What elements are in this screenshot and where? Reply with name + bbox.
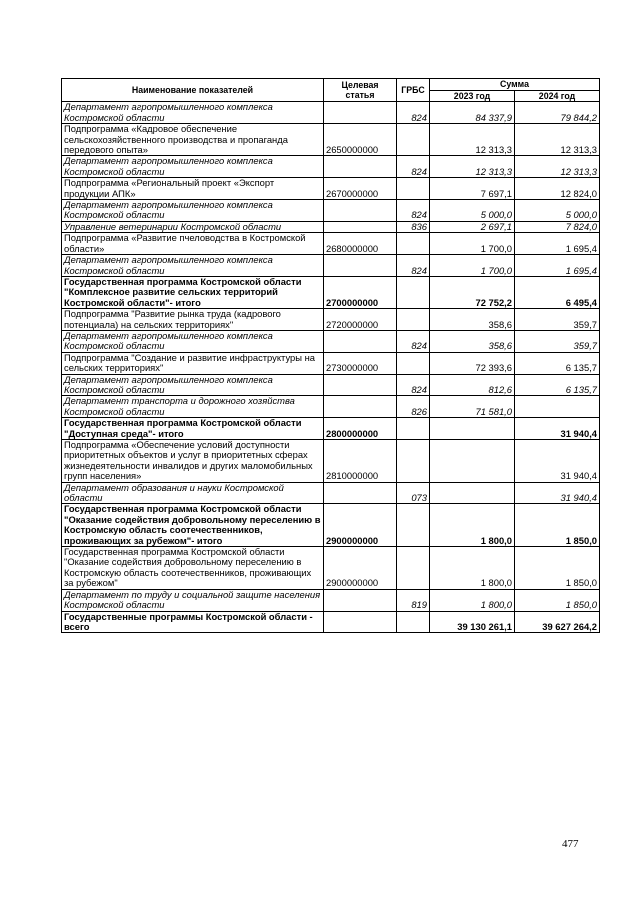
row-name: Департамент образования и науки Костромской области <box>62 482 324 504</box>
row-grbs: 819 <box>397 589 430 611</box>
row-sum-2023: 1 700,0 <box>430 255 515 277</box>
row-code <box>324 221 397 232</box>
row-grbs: 073 <box>397 482 430 504</box>
row-sum-2024: 1 850,0 <box>515 589 600 611</box>
row-sum-2024: 6 495,4 <box>515 276 600 308</box>
row-name: Подпрограмма «Кадровое обеспечение сельскохозяйственного производства и пропаганда передового опыта» <box>62 124 324 156</box>
row-sum-2023: 12 313,3 <box>430 156 515 178</box>
budget-table <box>61 78 600 633</box>
row-name: Департамент агропромышленного комплекса Костромской области <box>62 102 324 124</box>
row-name: Управление ветеринарии Костромской области <box>62 221 324 232</box>
row-name: Департамент агропромышленного комплекса Костромской области <box>62 200 324 222</box>
table-row <box>62 611 600 633</box>
table-row <box>62 221 600 232</box>
page-number: 477 <box>562 838 579 850</box>
row-sum-2023: 72 752,2 <box>430 276 515 308</box>
row-sum-2024: 39 627 264,2 <box>515 611 600 633</box>
row-sum-2024 <box>515 396 600 418</box>
row-grbs <box>397 309 430 331</box>
header-2023: 2023 год <box>430 91 515 102</box>
row-code <box>324 374 397 396</box>
header-grbs: ГРБС <box>397 79 430 102</box>
row-name: Государственная программа Костромской области "Комплексное развитие сельских территорий Костромской области"- итого <box>62 276 324 308</box>
table-body <box>62 102 600 633</box>
row-name: Подпрограмма «Обеспечение условий доступности приоритетных объектов и услуг в приоритетных сферах жизнедеятельности инвалидов и других маломобильных групп населения» <box>62 440 324 483</box>
row-sum-2024: 31 940,4 <box>515 482 600 504</box>
table-row <box>62 309 600 331</box>
row-name: Подпрограмма «Развитие пчеловодства в Костромской области» <box>62 233 324 255</box>
row-code <box>324 255 397 277</box>
row-name: Государственные программы Костромской области - всего <box>62 611 324 633</box>
row-code <box>324 611 397 633</box>
row-grbs <box>397 276 430 308</box>
row-grbs <box>397 547 430 590</box>
row-code: 2670000000 <box>324 178 397 200</box>
row-sum-2024: 31 940,4 <box>515 418 600 440</box>
table-row <box>62 352 600 374</box>
row-sum-2023: 2 697,1 <box>430 221 515 232</box>
row-code: 2700000000 <box>324 276 397 308</box>
row-sum-2024: 7 824,0 <box>515 221 600 232</box>
row-sum-2023: 358,6 <box>430 330 515 352</box>
row-grbs: 824 <box>397 200 430 222</box>
table-row <box>62 396 600 418</box>
row-sum-2024: 31 940,4 <box>515 440 600 483</box>
row-grbs <box>397 124 430 156</box>
row-sum-2024: 1 695,4 <box>515 255 600 277</box>
table-row <box>62 156 600 178</box>
row-grbs <box>397 233 430 255</box>
row-grbs: 824 <box>397 102 430 124</box>
table-row <box>62 124 600 156</box>
row-sum-2023 <box>430 482 515 504</box>
row-code <box>324 330 397 352</box>
header-code: Целевая статья <box>324 79 397 102</box>
row-code <box>324 102 397 124</box>
row-name: Государственная программа Костромской области "Доступная среда"- итого <box>62 418 324 440</box>
row-code: 2800000000 <box>324 418 397 440</box>
row-code <box>324 200 397 222</box>
row-name: Подпрограмма "Развитие рынка труда (кадрового потенциала) на сельских территориях" <box>62 309 324 331</box>
row-sum-2024: 6 135,7 <box>515 374 600 396</box>
row-sum-2024: 5 000,0 <box>515 200 600 222</box>
table-row <box>62 178 600 200</box>
row-code: 2900000000 <box>324 547 397 590</box>
row-code: 2680000000 <box>324 233 397 255</box>
row-name: Департамент агропромышленного комплекса Костромской области <box>62 374 324 396</box>
row-name: Государственная программа Костромской области "Оказание содействия добровольному переселению в Костромскую область соотечественников, проживающих за рубежом" <box>62 547 324 590</box>
row-sum-2024: 12 824,0 <box>515 178 600 200</box>
row-code <box>324 482 397 504</box>
row-sum-2023: 1 800,0 <box>430 504 515 547</box>
row-sum-2024: 6 135,7 <box>515 352 600 374</box>
row-sum-2024: 79 844,2 <box>515 102 600 124</box>
table-row <box>62 504 600 547</box>
row-sum-2023: 358,6 <box>430 309 515 331</box>
header-2024: 2024 год <box>515 91 600 102</box>
row-code: 2900000000 <box>324 504 397 547</box>
row-sum-2023: 72 393,6 <box>430 352 515 374</box>
row-sum-2023 <box>430 418 515 440</box>
row-grbs: 824 <box>397 330 430 352</box>
row-code <box>324 589 397 611</box>
table-row <box>62 374 600 396</box>
row-grbs <box>397 352 430 374</box>
row-name: Подпрограмма "Создание и развитие инфраструктуры на сельских территориях" <box>62 352 324 374</box>
row-name: Департамент агропромышленного комплекса Костромской области <box>62 156 324 178</box>
row-name: Департамент агропромышленного комплекса Костромской области <box>62 330 324 352</box>
row-code <box>324 396 397 418</box>
row-sum-2023: 5 000,0 <box>430 200 515 222</box>
row-grbs <box>397 504 430 547</box>
row-sum-2023: 1 800,0 <box>430 547 515 590</box>
row-sum-2024: 359,7 <box>515 309 600 331</box>
row-grbs: 824 <box>397 156 430 178</box>
row-grbs <box>397 418 430 440</box>
row-code: 2810000000 <box>324 440 397 483</box>
row-grbs <box>397 440 430 483</box>
row-grbs: 824 <box>397 374 430 396</box>
row-grbs <box>397 611 430 633</box>
row-code <box>324 156 397 178</box>
row-code: 2650000000 <box>324 124 397 156</box>
table-row <box>62 547 600 590</box>
row-sum-2024: 12 313,3 <box>515 156 600 178</box>
header-sum: Сумма <box>430 79 600 91</box>
row-sum-2024: 359,7 <box>515 330 600 352</box>
row-name: Департамент транспорта и дорожного хозяйства Костромской области <box>62 396 324 418</box>
row-name: Подпрограмма «Региональный проект «Экспорт продукции АПК» <box>62 178 324 200</box>
row-grbs: 836 <box>397 221 430 232</box>
row-name: Департамент по труду и социальной защите населения Костромской области <box>62 589 324 611</box>
table-row <box>62 102 600 124</box>
table-row <box>62 233 600 255</box>
row-code: 2720000000 <box>324 309 397 331</box>
table-row <box>62 589 600 611</box>
table-row <box>62 330 600 352</box>
table-row <box>62 482 600 504</box>
table-row <box>62 418 600 440</box>
row-grbs <box>397 178 430 200</box>
row-name: Государственная программа Костромской области "Оказание содействия добровольному переселению в Костромскую область соотечественников, проживающих за рубежом"- итого <box>62 504 324 547</box>
row-sum-2023: 1 800,0 <box>430 589 515 611</box>
row-sum-2023: 7 697,1 <box>430 178 515 200</box>
row-code: 2730000000 <box>324 352 397 374</box>
table-row <box>62 276 600 308</box>
row-sum-2024: 12 313,3 <box>515 124 600 156</box>
row-sum-2024: 1 850,0 <box>515 547 600 590</box>
row-sum-2023: 39 130 261,1 <box>430 611 515 633</box>
row-name: Департамент агропромышленного комплекса Костромской области <box>62 255 324 277</box>
table-row <box>62 440 600 483</box>
row-grbs: 824 <box>397 255 430 277</box>
header-name: Наименование показателей <box>62 79 324 102</box>
row-grbs: 826 <box>397 396 430 418</box>
row-sum-2023: 812,6 <box>430 374 515 396</box>
row-sum-2023 <box>430 440 515 483</box>
table-row <box>62 255 600 277</box>
table-row <box>62 200 600 222</box>
row-sum-2023: 71 581,0 <box>430 396 515 418</box>
row-sum-2024: 1 695,4 <box>515 233 600 255</box>
row-sum-2023: 12 313,3 <box>430 124 515 156</box>
row-sum-2024: 1 850,0 <box>515 504 600 547</box>
row-sum-2023: 84 337,9 <box>430 102 515 124</box>
row-sum-2023: 1 700,0 <box>430 233 515 255</box>
